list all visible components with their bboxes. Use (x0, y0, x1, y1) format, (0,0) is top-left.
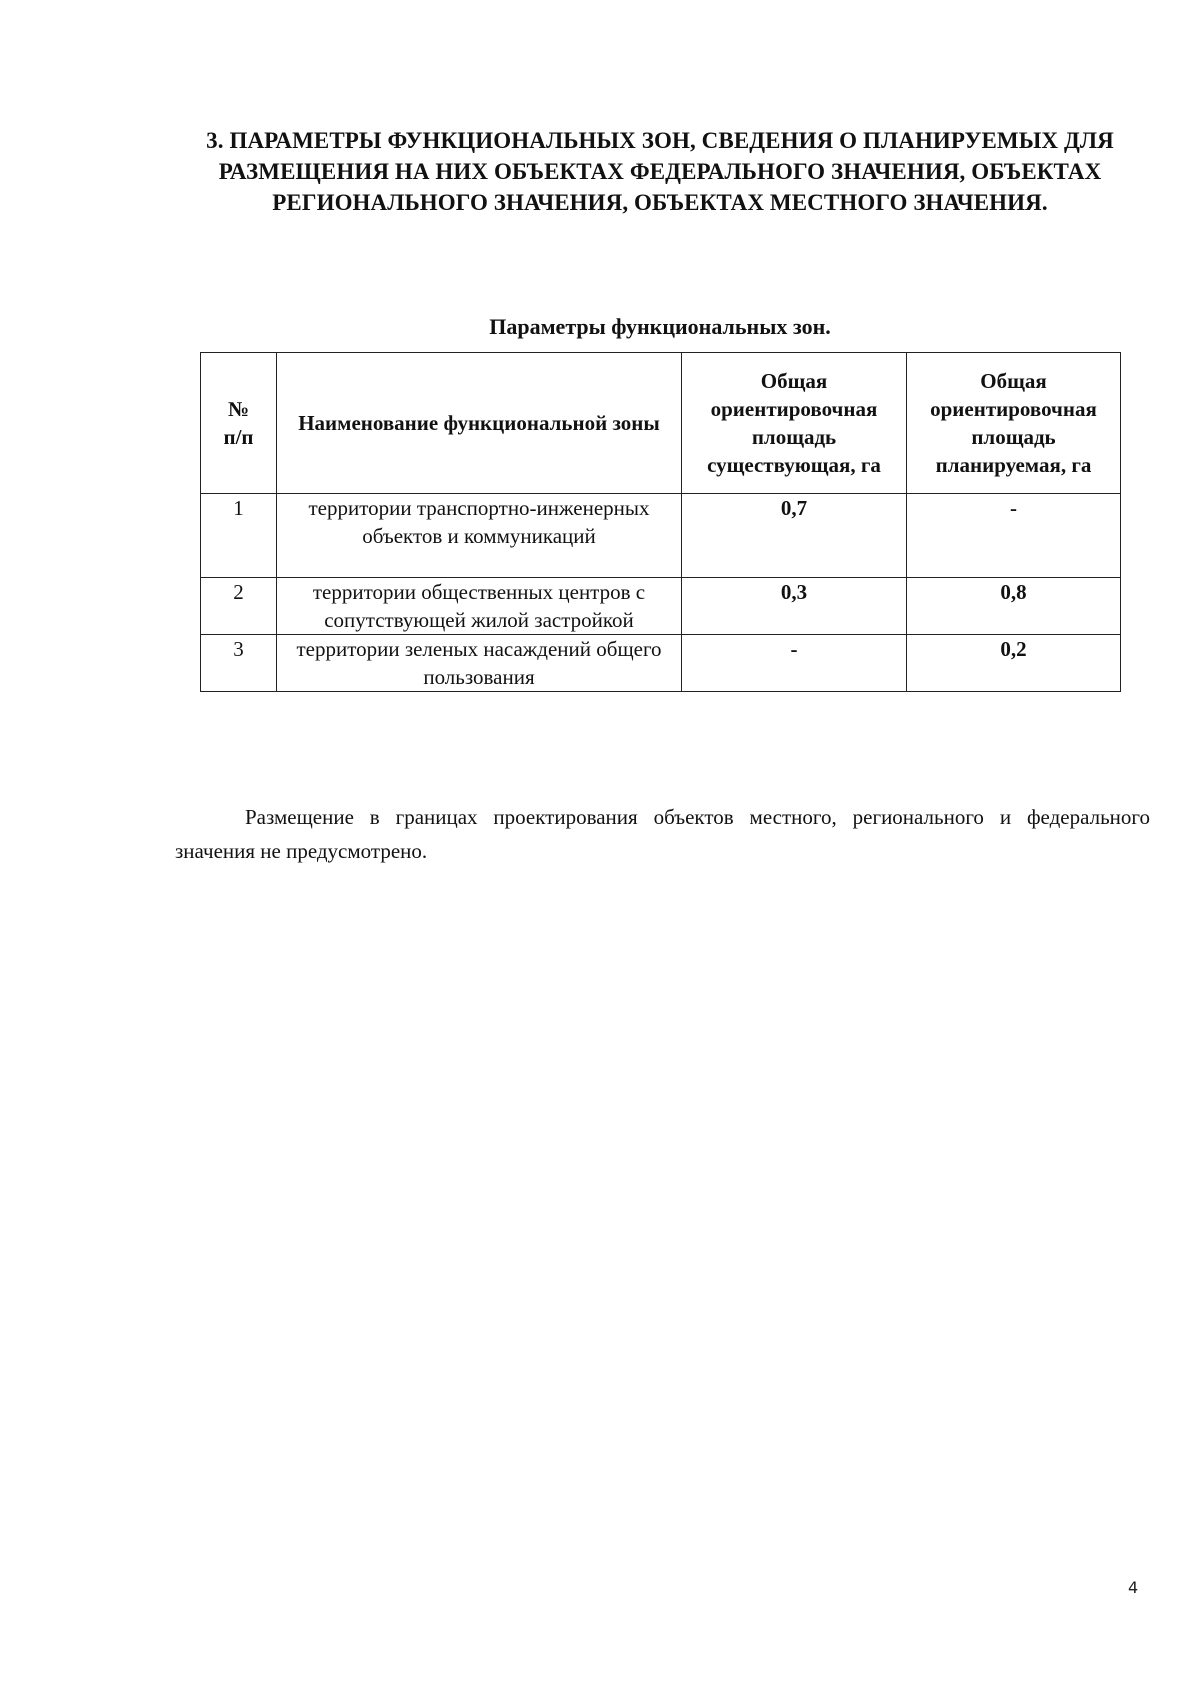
table-row (201, 578, 1121, 635)
functional-zones-table (200, 352, 1121, 692)
row-num: 1 (201, 494, 277, 578)
page-title-line-3: РЕГИОНАЛЬНОГО ЗНАЧЕНИЯ, ОБЪЕКТАХ МЕСТНОГО ЗНАЧЕНИЯ. (272, 190, 1048, 215)
header-planned-area: Общая ориентировочная площадь планируемая, га (907, 353, 1121, 494)
row-existing-area: - (682, 635, 907, 692)
row-planned-area: - (907, 494, 1121, 578)
row-existing-area: 0,3 (682, 578, 907, 635)
placement-note: Размещение в границах проектирования объектов местного, регионального и федерального значения не предусмотрено. (175, 805, 1150, 863)
row-num: 2 (201, 578, 277, 635)
header-existing-area: Общая ориентировочная площадь существующая, га (682, 353, 907, 494)
page-title (160, 125, 1160, 218)
header-zone-name: Наименование функциональной зоны (277, 353, 682, 494)
row-num: 3 (201, 635, 277, 692)
page-title-line-2: РАЗМЕЩЕНИЯ НА НИХ ОБЪЕКТАХ ФЕДЕРАЛЬНОГО ЗНАЧЕНИЯ, ОБЪЕКТАХ (218, 159, 1102, 184)
row-planned-area: 0,2 (907, 635, 1121, 692)
row-zone-name: территории общественных центров с сопутствующей жилой застройкой (277, 578, 682, 635)
row-zone-name: территории зеленых насаждений общего пользования (277, 635, 682, 692)
table-row (201, 635, 1121, 692)
page-number: 4 (1128, 1578, 1139, 1597)
table-row (201, 494, 1121, 578)
header-num-symbol: № (227, 397, 250, 421)
row-planned-area: 0,8 (907, 578, 1121, 635)
header-num (201, 353, 277, 494)
row-zone-name: территории транспортно-инженерных объектов и коммуникаций (277, 494, 682, 578)
row-existing-area: 0,7 (682, 494, 907, 578)
page-title-line-1: 3. ПАРАМЕТРЫ ФУНКЦИОНАЛЬНЫХ ЗОН, СВЕДЕНИЯ О ПЛАНИРУЕМЫХ ДЛЯ (206, 128, 1114, 153)
table-caption: Параметры функциональных зон. (489, 314, 831, 339)
table-header-row (201, 353, 1121, 494)
header-num-abbr: п/п (223, 425, 254, 449)
